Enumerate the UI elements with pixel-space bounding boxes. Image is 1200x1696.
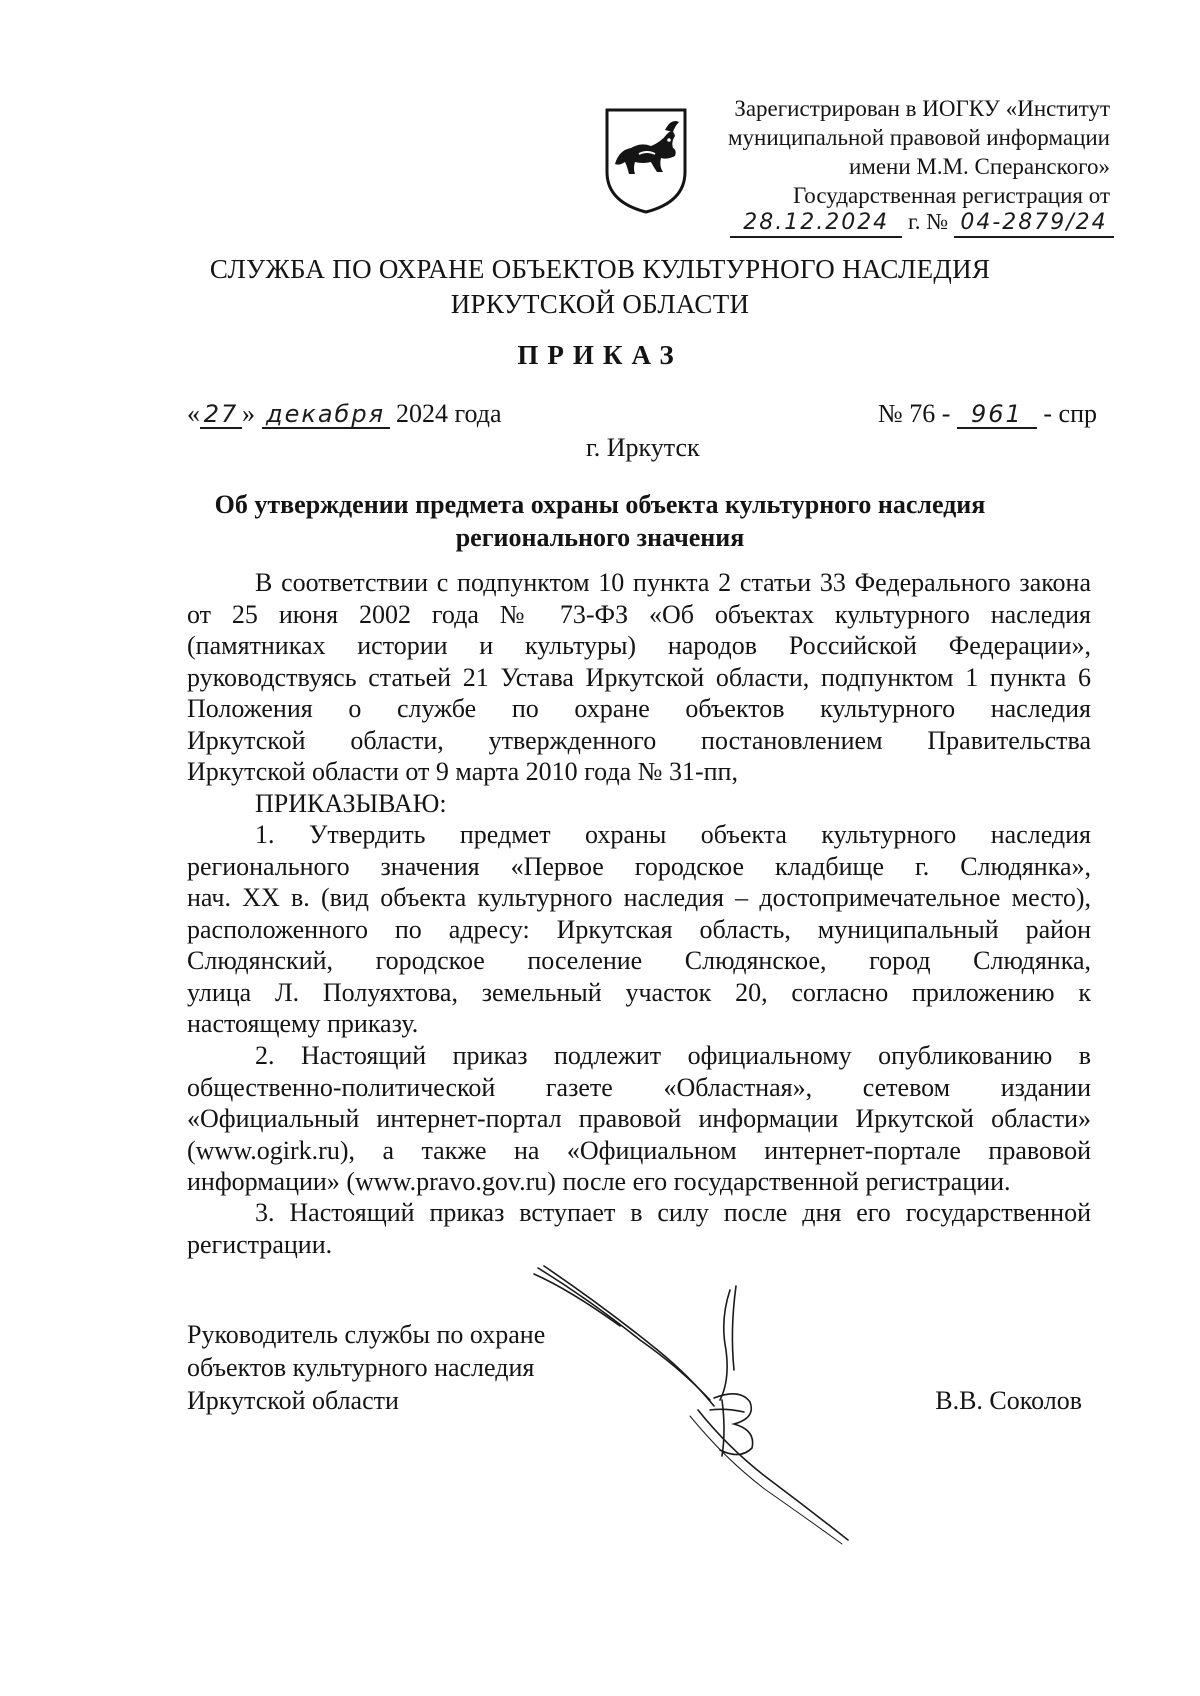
order-item-line: информации» (www.pravo.gov.ru) после его государственной регистрации. bbox=[187, 1167, 1011, 1196]
registration-number: 04-2879/24 bbox=[954, 210, 1114, 238]
order-item-line: регистрации. bbox=[187, 1229, 333, 1259]
order-number-value: 961 bbox=[957, 401, 1037, 429]
order-word: ПРИКАЗЫВАЮ: bbox=[255, 788, 447, 818]
document-type-title: ПРИКАЗ bbox=[517, 340, 683, 370]
signatory-name: В.В. Соколов bbox=[935, 1386, 1082, 1415]
order-city: г. Иркутск bbox=[586, 433, 700, 462]
order-item-line: расположенного по адресу: Иркутская область, муниципальный район bbox=[187, 914, 1091, 944]
irkutsk-coat-of-arms-icon bbox=[601, 106, 691, 216]
preamble-line: от 25 июня 2002 года № 73-ФЗ «Об объектах культурного наследия bbox=[187, 599, 1091, 629]
preamble-line: Иркутской области, утвержденного постановлением Правительства bbox=[187, 725, 1091, 755]
order-subject-line-2: регионального значения bbox=[455, 523, 745, 552]
registration-line-4: Государственная регистрация от bbox=[793, 183, 1110, 208]
order-day: 27 bbox=[200, 401, 242, 429]
signatory-title-line-1: Руководитель службы по охране bbox=[187, 1320, 546, 1349]
preamble-line: руководствуясь статьей 21 Устава Иркутской области, подпунктом 1 пункта 6 bbox=[187, 662, 1091, 692]
preamble-line: В соответствии с подпунктом 10 пункта 2 статьи 33 Федерального закона bbox=[255, 568, 1091, 597]
order-item-line: 2. Настоящий приказ подлежит официальному опубликованию в bbox=[255, 1041, 1091, 1070]
organization-name-line-1: СЛУЖБА ПО ОХРАНЕ ОБЪЕКТОВ КУЛЬТУРНОГО НАСЛЕДИЯ bbox=[209, 254, 991, 284]
order-item-line: «Официальный интернет-портал правовой информации Иркутской области» bbox=[187, 1104, 1091, 1133]
handwritten-signature bbox=[530, 1260, 880, 1550]
order-item-line: 3. Настоящий приказ вступает в силу после дня его государственной bbox=[255, 1198, 1091, 1227]
order-item-line: 1. Утвердить предмет охраны объекта культурного наследия bbox=[255, 820, 1091, 849]
order-item-1 bbox=[187, 819, 1091, 1040]
preamble-line: Иркутской области от 9 марта 2010 года № 31-пп, bbox=[187, 757, 738, 786]
signatory-title-line-3: Иркутской области bbox=[187, 1386, 399, 1415]
order-date bbox=[187, 398, 502, 430]
order-item-line: регионального значения «Первое городское кладбище г. Слюдянка», bbox=[187, 851, 1091, 881]
preamble-line: Положения о службе по охране объектов культурного наследия bbox=[187, 694, 1091, 723]
organization-name-line-2: ИРКУТСКОЙ ОБЛАСТИ bbox=[450, 289, 750, 319]
order-item-line: Слюдянский, городское поселение Слюдянское, город Слюдянка, bbox=[187, 946, 1091, 975]
date-quote-open: « bbox=[187, 399, 200, 428]
order-number-prefix: № 76 - bbox=[877, 399, 951, 428]
registration-number-label: г. № bbox=[907, 209, 949, 234]
preamble-paragraph bbox=[187, 567, 1091, 819]
order-item-line: нач. XX в. (вид объекта культурного наследия – достопримечательное место), bbox=[187, 883, 1091, 912]
preamble-line: (памятниках истории и культуры) народов Российской Федерации», bbox=[187, 631, 1091, 660]
order-item-line: улица Л. Полуяхтова, земельный участок 20, согласно приложению к bbox=[187, 977, 1091, 1007]
order-number-suffix: - спр bbox=[1043, 399, 1097, 428]
order-item-3 bbox=[187, 1197, 1091, 1260]
registration-line-5 bbox=[730, 207, 1114, 238]
signatory-title bbox=[187, 1318, 545, 1417]
registration-line-2: муниципальной правовой информации bbox=[727, 125, 1110, 150]
order-month: декабря bbox=[262, 401, 390, 429]
order-item-line: настоящему приказу. bbox=[187, 1009, 419, 1038]
order-number bbox=[878, 398, 1097, 430]
order-year: 2024 года bbox=[396, 399, 502, 428]
order-item-line: (www.ogirk.ru), а также на «Официальном интернет-портале правовой bbox=[187, 1135, 1091, 1165]
signatory-title-line-2: объектов культурного наследия bbox=[187, 1353, 535, 1382]
order-item-2 bbox=[187, 1040, 1091, 1198]
order-item-line: общественно-политической газете «Областная», сетевом издании bbox=[187, 1072, 1091, 1102]
date-quote-close: » bbox=[242, 399, 255, 428]
order-subject-line-1: Об утверждении предмета охраны объекта культурного наследия bbox=[214, 490, 986, 519]
registration-line-3: имени М.М. Сперанского» bbox=[848, 154, 1110, 179]
registration-date: 28.12.2024 bbox=[730, 210, 902, 238]
registration-line-1: Зарегистрирован в ИОГКУ «Институт bbox=[734, 96, 1110, 121]
